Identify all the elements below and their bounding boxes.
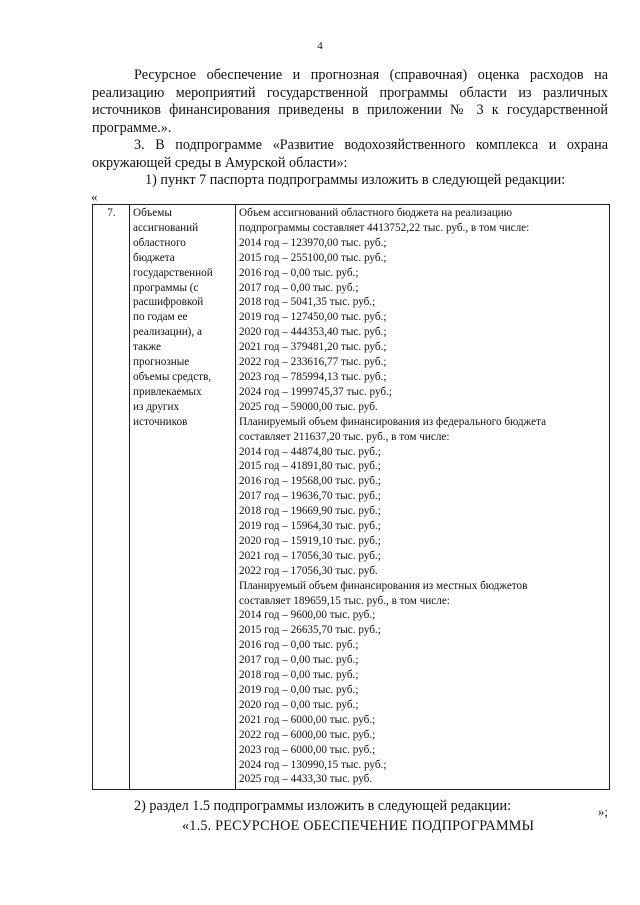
value-line: 2024 год – 130990,15 тыс. руб.;: [239, 758, 387, 771]
value-line: 2020 год – 444353,40 тыс. руб.;: [239, 326, 387, 339]
label-line: расшифровкой: [133, 296, 204, 309]
value-line: Планируемый объем финансирования из местных бюджетов: [239, 579, 528, 592]
value-line: составляет 211637,20 тыс. руб., в том числе:: [239, 430, 450, 443]
value-line: 2020 год – 0,00 тыс. руб.;: [239, 698, 359, 711]
label-line: из других: [133, 400, 180, 413]
value-line: 2014 год – 123970,00 тыс. руб.;: [239, 236, 387, 249]
label-line: также: [133, 341, 161, 354]
value-line: 2025 год – 4433,30 тыс. руб.: [239, 773, 373, 786]
value-line: 2021 год – 379481,20 тыс. руб.;: [239, 341, 387, 354]
value-line: 2015 год – 26635,70 тыс. руб.;: [239, 624, 381, 637]
paragraph-item-7-instruction: 1) пункт 7 паспорта подпрограммы изложить в следующей редакции:: [145, 172, 566, 188]
value-line: 2018 год – 19669,90 тыс. руб.;: [239, 505, 381, 518]
value-line: 2017 год – 0,00 тыс. руб.;: [239, 654, 359, 667]
value-line: 2019 год – 0,00 тыс. руб.;: [239, 684, 359, 696]
label-line: по годам ее: [133, 311, 188, 324]
page-number: 4: [317, 40, 323, 52]
value-line: 2023 год – 785994,13 тыс. руб.;: [239, 370, 387, 383]
value-line: 2023 год – 6000,00 тыс. руб.;: [239, 743, 376, 756]
closing-quote: »;: [597, 804, 608, 819]
label-line: Объемы: [133, 207, 172, 219]
value-line: 2015 год – 41891,80 тыс. руб.;: [239, 460, 381, 473]
paragraph-line: окружающей среды в Амурской области»:: [92, 154, 348, 171]
value-line: Планируемый объем финансирования из федерального бюджета: [239, 415, 547, 428]
label-line: государственной: [133, 266, 213, 279]
label-line: реализации), а: [133, 326, 202, 339]
value-line: 2014 год – 9600,00 тыс. руб.;: [239, 609, 376, 622]
value-line: 2025 год – 59000,00 тыс. руб.: [239, 400, 378, 413]
table-row: [93, 205, 610, 790]
value-line: 2018 год – 5041,35 тыс. руб.;: [239, 296, 376, 309]
label-line: программы (с: [133, 281, 199, 294]
paragraph-line: программе.».: [92, 119, 172, 136]
value-line: 2015 год – 255100,00 тыс. руб.;: [239, 251, 387, 264]
value-line: 2022 год – 6000,00 тыс. руб.;: [239, 728, 376, 741]
paragraph-line: Ресурсное обеспечение и прогнозная (справочная) оценка расходов на: [134, 67, 608, 83]
label-line: ассигнований: [133, 221, 199, 234]
label-line: источников: [133, 415, 188, 428]
label-line: объемы средств,: [133, 370, 212, 383]
label-line: прогнозные: [133, 356, 190, 369]
paragraph-subprogram: [92, 137, 608, 172]
opening-quote: «: [91, 189, 98, 204]
value-line: 2018 год – 0,00 тыс. руб.;: [239, 669, 359, 682]
paragraph-line: реализацию мероприятий государственной программы области из различных: [92, 84, 608, 101]
paragraph-line: 3. В подпрограмме «Развитие водохозяйственного комплекса и охрана: [134, 137, 608, 153]
value-line: 2021 год – 6000,00 тыс. руб.;: [239, 713, 376, 726]
value-line: 2022 год – 233616,77 тыс. руб.;: [239, 356, 387, 369]
value-line: 2016 год – 19568,00 тыс. руб.;: [239, 475, 381, 488]
row-number: 7.: [93, 205, 130, 790]
row-label-cell: [130, 205, 236, 790]
paragraph-resource-provision: [92, 67, 608, 137]
label-line: областного: [133, 236, 186, 249]
value-line: 2016 год – 0,00 тыс. руб.;: [239, 639, 359, 652]
value-line: 2019 год – 127450,00 тыс. руб.;: [239, 311, 387, 324]
value-line: 2020 год – 15919,10 тыс. руб.;: [239, 534, 381, 547]
value-line: 2016 год – 0,00 тыс. руб.;: [239, 266, 359, 279]
label-line: привлекаемых: [133, 385, 202, 398]
value-line: 2017 год – 0,00 тыс. руб.;: [239, 281, 359, 294]
value-line: 2022 год – 17056,30 тыс. руб.: [239, 564, 378, 577]
section-heading: «1.5. РЕСУРСНОЕ ОБЕСПЕЧЕНИЕ ПОДПРОГРАММЫ: [182, 818, 535, 834]
value-line: 2024 год – 1999745,37 тыс. руб.;: [239, 385, 393, 398]
value-line: Объем ассигнований областного бюджета на реализацию: [239, 207, 513, 219]
paragraph-line: источников финансирования приведены в приложении № 3 к государственной: [92, 102, 608, 118]
row-value-cell: [236, 205, 610, 790]
value-line: 2017 год – 19636,70 тыс. руб.;: [239, 490, 381, 503]
value-line: подпрограммы составляет 4413752,22 тыс. руб., в том числе:: [239, 221, 530, 234]
value-line: составляет 189659,15 тыс. руб., в том числе:: [239, 594, 450, 607]
value-line: 2019 год – 15964,30 тыс. руб.;: [239, 520, 381, 533]
value-line: 2014 год – 44874,80 тыс. руб.;: [239, 445, 381, 458]
value-line: 2021 год – 17056,30 тыс. руб.;: [239, 549, 381, 562]
passport-table: [92, 204, 610, 790]
label-line: бюджета: [133, 251, 175, 264]
paragraph-section-instruction: 2) раздел 1.5 подпрограммы изложить в следующей редакции:: [134, 798, 512, 814]
